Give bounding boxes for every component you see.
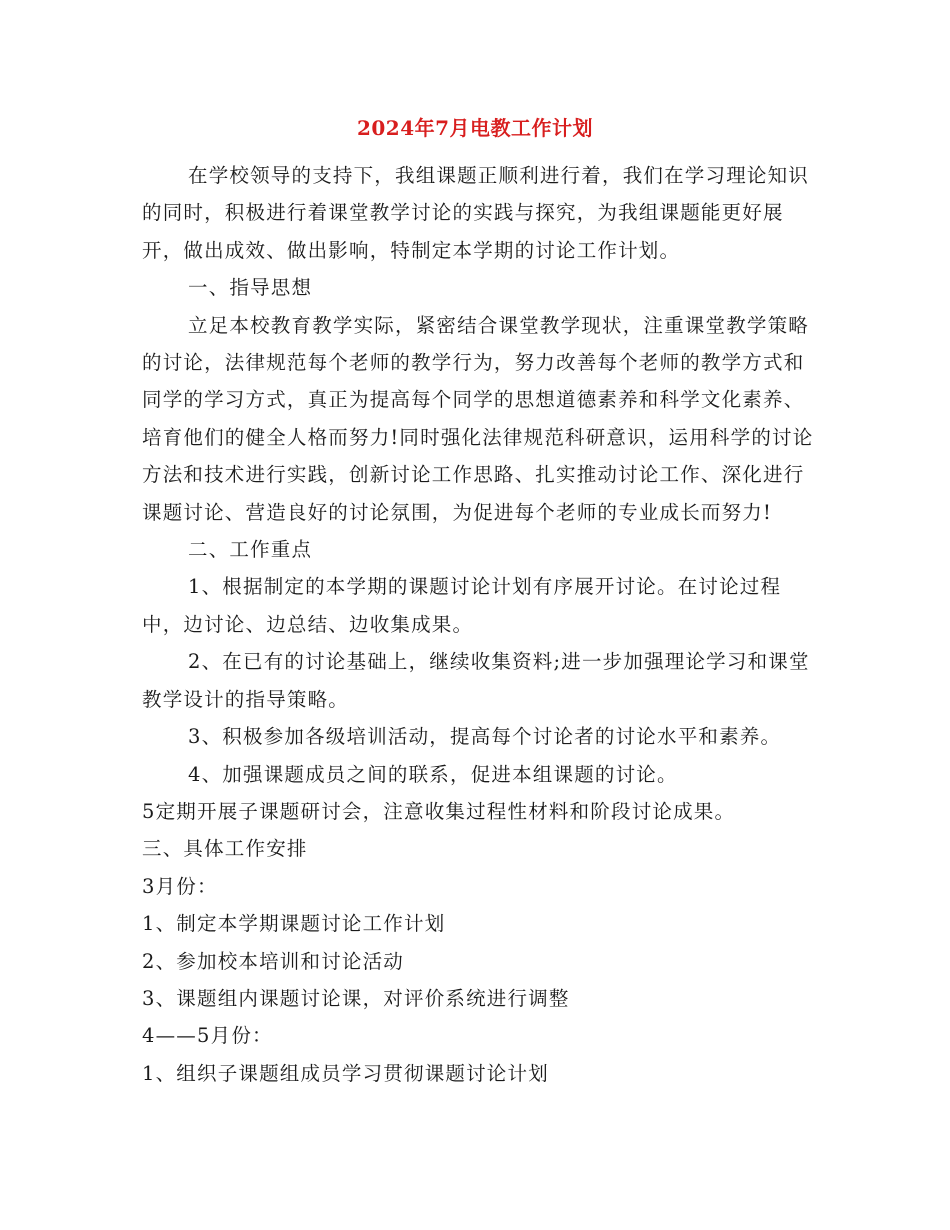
heading-work-arrangement: 三、具体工作安排 [142, 837, 308, 861]
list-item-march-2: 2、参加校本培训和讨论活动 [142, 949, 405, 973]
list-item-focus-1: 1、根据制定的本学期的课题讨论计划有序展开讨论。在讨论过程中，边讨论、边总结、边收集成果。 [142, 575, 782, 636]
list-item-april-may-1: 1、组织子课题组成员学习贯彻课题讨论计划 [142, 1061, 549, 1085]
month-heading-march: 3月份： [142, 874, 218, 898]
list-item-march-3: 3、课题组内课题讨论课，对评价系统进行调整 [142, 986, 570, 1010]
heading-work-focus: 二、工作重点 [188, 538, 313, 562]
list-item-focus-5: 5定期开展子课题研讨会，注意收集过程性材料和阶段讨论成果。 [142, 799, 736, 823]
paragraph-guiding-ideology: 立足本校教育教学实际，紧密结合课堂教学现状，注重课堂教学策略的讨论，法律规范每个老师的教学行为，努力改善每个老师的教学方式和同学的学习方式，真正为提高每个同学的思想道德素养和科学文化素养、培育他们的健全人格而努力!同时强化法律规范科研意识，运用科学的讨论方法和技术进行实践，创新讨论工作思路、扎实推动讨论工作、深化进行课题讨论、营造良好的讨论氛围，为促进每个老师的专业成长而努力! [142, 313, 814, 524]
paragraph-intro: 在学校领导的支持下，我组课题正顺利进行着，我们在学习理论知识的同时，积极进行着课堂教学讨论的实践与探究，为我组课题能更好展开，做出成效、做出影响，特制定本学期的讨论工作计划。 [142, 164, 810, 262]
list-item-focus-2: 2、在已有的讨论基础上，继续收集资料;进一步加强理论学习和课堂教学设计的指导策略。 [142, 650, 810, 711]
document-body [142, 157, 814, 1092]
document-title: 2024年7月电教工作计划 [356, 116, 594, 140]
list-item-march-1: 1、制定本学期课题讨论工作计划 [142, 912, 446, 936]
list-item-focus-3: 3、积极参加各级培训活动，提高每个讨论者的讨论水平和素养。 [188, 725, 782, 749]
month-heading-april-may: 4——5月份： [142, 1024, 273, 1048]
heading-guiding-ideology: 一、指导思想 [188, 276, 313, 300]
list-item-focus-4: 4、加强课题成员之间的联系，促进本组课题的讨论。 [188, 762, 678, 786]
